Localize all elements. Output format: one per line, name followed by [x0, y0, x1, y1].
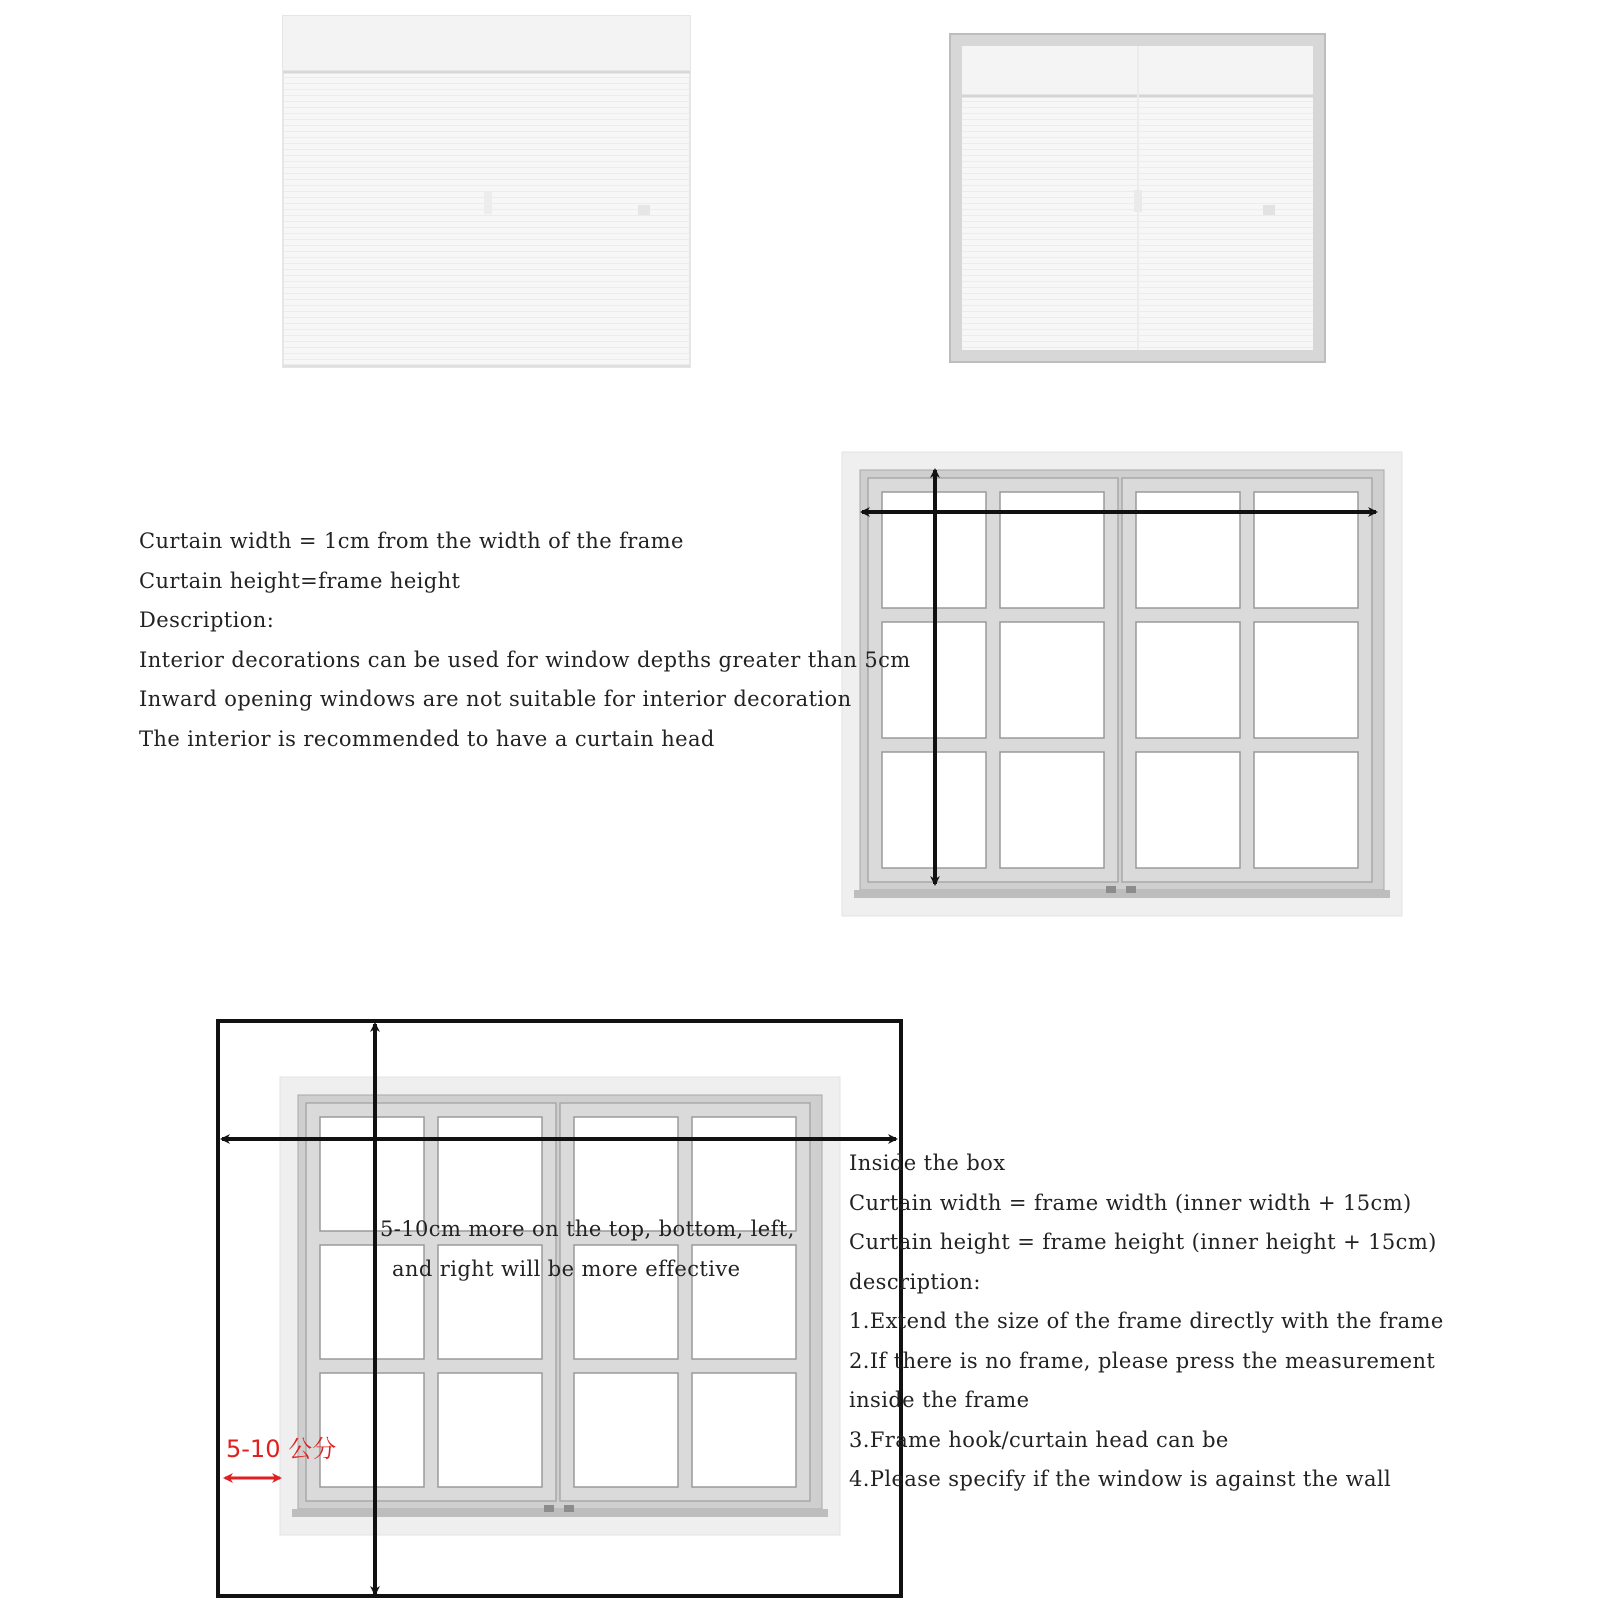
- description-line: The interior is recommended to have a curtain head: [139, 727, 715, 751]
- description-line: Curtain height=frame height: [139, 569, 461, 593]
- description-line: 4.Please specify if the window is against the wall: [849, 1467, 1392, 1491]
- description-line: Inward opening windows are not suitable for interior decoration: [139, 687, 852, 711]
- description-line: Inside the box: [849, 1151, 1006, 1175]
- description-line: Curtain width = frame width (inner width + 15cm): [849, 1191, 1412, 1215]
- description-line: Curtain width = 1cm from the width of the frame: [139, 529, 684, 553]
- description-line: description:: [849, 1270, 981, 1294]
- description-line: 2.If there is no frame, please press the measurement: [849, 1349, 1436, 1373]
- tip-line: 5-10cm more on the top, bottom, left,: [380, 1217, 795, 1241]
- description-line: inside the frame: [849, 1388, 1030, 1412]
- description-line: Interior decorations can be used for window depths greater than 5cm: [139, 648, 911, 672]
- description-line: Curtain height = frame height (inner height + 15cm): [849, 1230, 1437, 1254]
- description-line: 1.Extend the size of the frame directly with the frame: [849, 1309, 1444, 1333]
- margin-label: 5-10 公分: [226, 1435, 337, 1463]
- description-line: Description:: [139, 608, 275, 632]
- description-line: 3.Frame hook/curtain head can be: [849, 1428, 1229, 1452]
- tip-line: and right will be more effective: [392, 1257, 741, 1281]
